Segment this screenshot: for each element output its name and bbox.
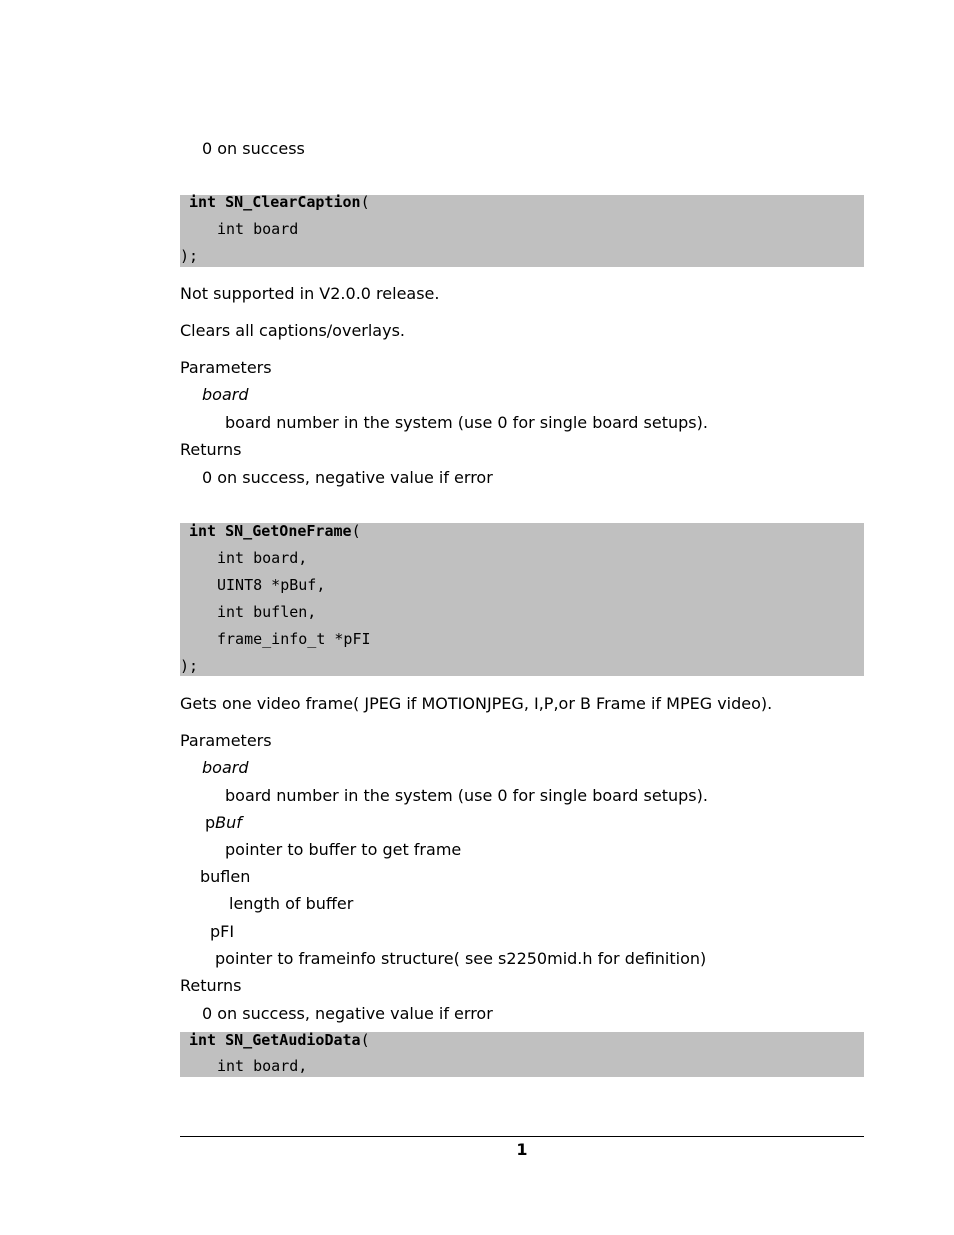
code-block-get-audio-data [180, 1032, 864, 1077]
code-param: int board [217, 220, 299, 238]
note-text: Not supported in V2.0.0 release. [180, 284, 440, 303]
param-name-prefix: p [205, 813, 216, 832]
code-param: frame_info_t *pFI [217, 630, 371, 648]
param-desc: board number in the system (use 0 for single board setups). [225, 413, 708, 432]
returns-text: 0 on success, negative value if error [202, 1004, 493, 1023]
close-paren: ); [180, 657, 199, 675]
function-name: SN_GetOneFrame [225, 522, 352, 540]
code-block-get-one-frame [180, 523, 864, 676]
code-param: int board, [217, 1057, 308, 1075]
description-text: Gets one video frame( JPEG if MOTIONJPEG, I,P,or B Frame if MPEG video). [180, 694, 773, 713]
param-desc: board number in the system (use 0 for single board setups). [225, 786, 708, 805]
param-desc: pointer to frameinfo structure( see s2250mid.h for definition) [215, 949, 707, 968]
parameters-heading: Parameters [180, 731, 272, 750]
param-name: board [202, 758, 249, 777]
close-paren: ); [180, 247, 199, 265]
open-paren: ( [360, 1031, 370, 1049]
keyword: int [189, 522, 217, 540]
function-signature [189, 1030, 370, 1050]
param-desc: pointer to buffer to get frame [225, 840, 462, 859]
function-signature [189, 521, 361, 541]
function-name: SN_ClearCaption [225, 193, 361, 211]
code-param: int board, [217, 549, 308, 567]
parameters-heading: Parameters [180, 358, 272, 377]
code-param: int buflen, [217, 603, 317, 621]
param-name: board [202, 385, 249, 404]
page-number: 1 [516, 1140, 528, 1159]
param-name: buflen [200, 867, 251, 886]
function-name: SN_GetAudioData [225, 1031, 361, 1049]
returns-heading: Returns [180, 976, 242, 995]
param-desc: length of buffer [229, 894, 354, 913]
open-paren: ( [351, 522, 361, 540]
keyword: int [189, 193, 217, 211]
code-block-clear-caption [180, 195, 864, 267]
open-paren: ( [360, 193, 370, 211]
keyword: int [189, 1031, 217, 1049]
param-name [205, 813, 242, 833]
return-value-text: 0 on success [202, 139, 305, 158]
param-name: pFI [210, 922, 235, 941]
returns-heading: Returns [180, 440, 242, 459]
function-signature [189, 192, 370, 212]
code-param: UINT8 *pBuf, [217, 576, 326, 594]
footer-divider [180, 1136, 864, 1137]
returns-text: 0 on success, negative value if error [202, 468, 493, 487]
param-name-italic: Buf [215, 813, 242, 832]
description-text: Clears all captions/overlays. [180, 321, 405, 340]
